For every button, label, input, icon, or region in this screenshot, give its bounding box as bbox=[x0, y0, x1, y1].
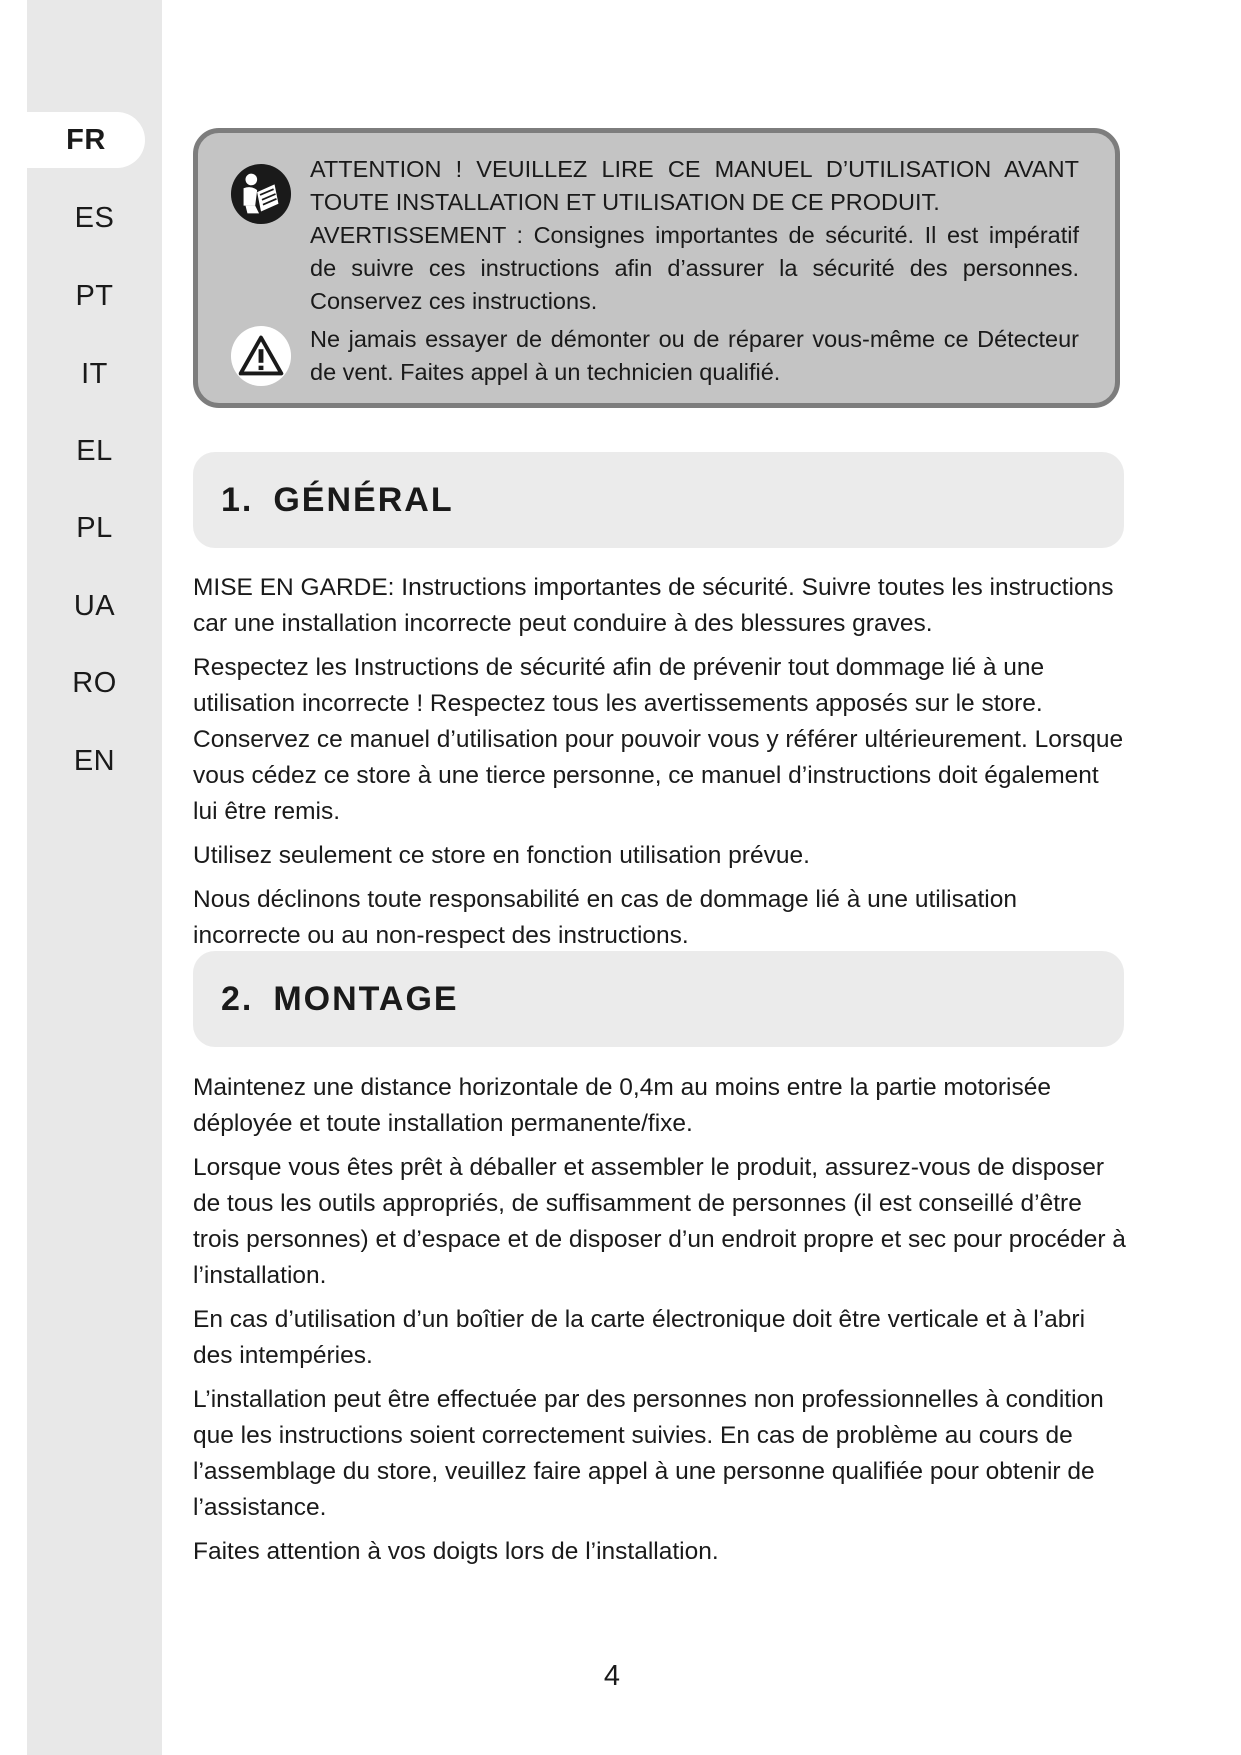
section-body-montage bbox=[193, 1070, 1128, 1578]
section-title-text: GÉNÉRAL bbox=[273, 481, 454, 519]
section-header-general bbox=[193, 452, 1124, 548]
paragraph: Nous déclinons toute responsabilité en cas de dommage lié à une utilisation incorrecte ou au non-respect des instructions. bbox=[193, 886, 1017, 949]
warning-avertissement-text: AVERTISSEMENT : Consignes importantes de sécurité. Il est impératif de suivre ces instructions afin d’assurer la sécurité des personnes. Conservez ces instructions. bbox=[310, 222, 1079, 314]
paragraph: Respectez les Instructions de sécurité afin de prévenir tout dommage lié à une utilisation incorrecte ! Respectez tous les avertissements apposés sur le store. Conservez ce manuel d’utilisation pour pouvoir vous y référer ultérieurement. Lorsque vous cédez ce store à une tierce personne, ce manuel d’instructions doit également lui être remis. bbox=[193, 654, 1124, 825]
lang-tab-ro[interactable]: RO bbox=[72, 667, 117, 699]
language-sidebar bbox=[27, 0, 162, 1755]
warning-text-block bbox=[310, 153, 1079, 318]
warning-repair-text-block bbox=[310, 323, 1079, 389]
section-body-general bbox=[193, 570, 1128, 962]
lang-tab-pt[interactable]: PT bbox=[75, 280, 114, 312]
lang-tab-ua[interactable]: UA bbox=[73, 590, 116, 622]
section-title-text: MONTAGE bbox=[273, 980, 459, 1018]
lang-tab-it[interactable]: IT bbox=[81, 358, 108, 390]
section-title bbox=[221, 452, 454, 548]
section-number: 1. bbox=[221, 481, 254, 519]
warning-repair-text: Ne jamais essayer de démonter ou de réparer vous-même ce Détecteur de vent. Faites appel à un technicien qualifié. bbox=[310, 326, 1079, 385]
warning-triangle-icon bbox=[230, 325, 292, 387]
paragraph: Maintenez une distance horizontale de 0,4m au moins entre la partie motorisée déployée et toute installation permanente/fixe. bbox=[193, 1074, 1051, 1137]
paragraph: MISE EN GARDE: Instructions importantes de sécurité. Suivre toutes les instructions car une installation incorrecte peut conduire à des blessures graves. bbox=[193, 574, 1114, 637]
warning-attention-text: ATTENTION ! VEUILLEZ LIRE CE MANUEL D’UTILISATION AVANT TOUTE INSTALLATION ET UTILISATION DE CE PRODUIT. bbox=[310, 156, 1079, 215]
paragraph: L’installation peut être effectuée par des personnes non professionnelles à condition que les instructions soient correctement suivies. En cas de problème au cours de l’assemblage du store, veuillez faire appel à une personne qualifiée pour obtenir de l’assistance. bbox=[193, 1386, 1104, 1521]
lang-tab-el[interactable]: EL bbox=[76, 435, 113, 467]
section-header-montage bbox=[193, 951, 1124, 1047]
lang-tab-en[interactable]: EN bbox=[73, 745, 116, 777]
paragraph: Faites attention à vos doigts lors de l’installation. bbox=[193, 1538, 719, 1565]
section-number: 2. bbox=[221, 980, 254, 1018]
safety-warning-box bbox=[193, 128, 1120, 408]
paragraph: Utilisez seulement ce store en fonction utilisation prévue. bbox=[193, 842, 810, 869]
read-manual-icon bbox=[230, 163, 292, 225]
paragraph: Lorsque vous êtes prêt à déballer et assembler le produit, assurez-vous de disposer de tous les outils appropriés, de suffisamment de personnes (il est conseillé d’être trois personnes) et d’espace et de disposer d’un endroit propre et sec pour procéder à l’installation. bbox=[193, 1154, 1126, 1289]
section-title bbox=[221, 951, 459, 1047]
page-number: 4 bbox=[603, 1660, 621, 1692]
lang-tab-es[interactable]: ES bbox=[74, 202, 115, 234]
paragraph: En cas d’utilisation d’un boîtier de la carte électronique doit être verticale et à l’abri des intempéries. bbox=[193, 1306, 1086, 1369]
lang-tab-fr[interactable]: FR bbox=[27, 112, 145, 168]
lang-tab-pl[interactable]: PL bbox=[76, 512, 113, 544]
